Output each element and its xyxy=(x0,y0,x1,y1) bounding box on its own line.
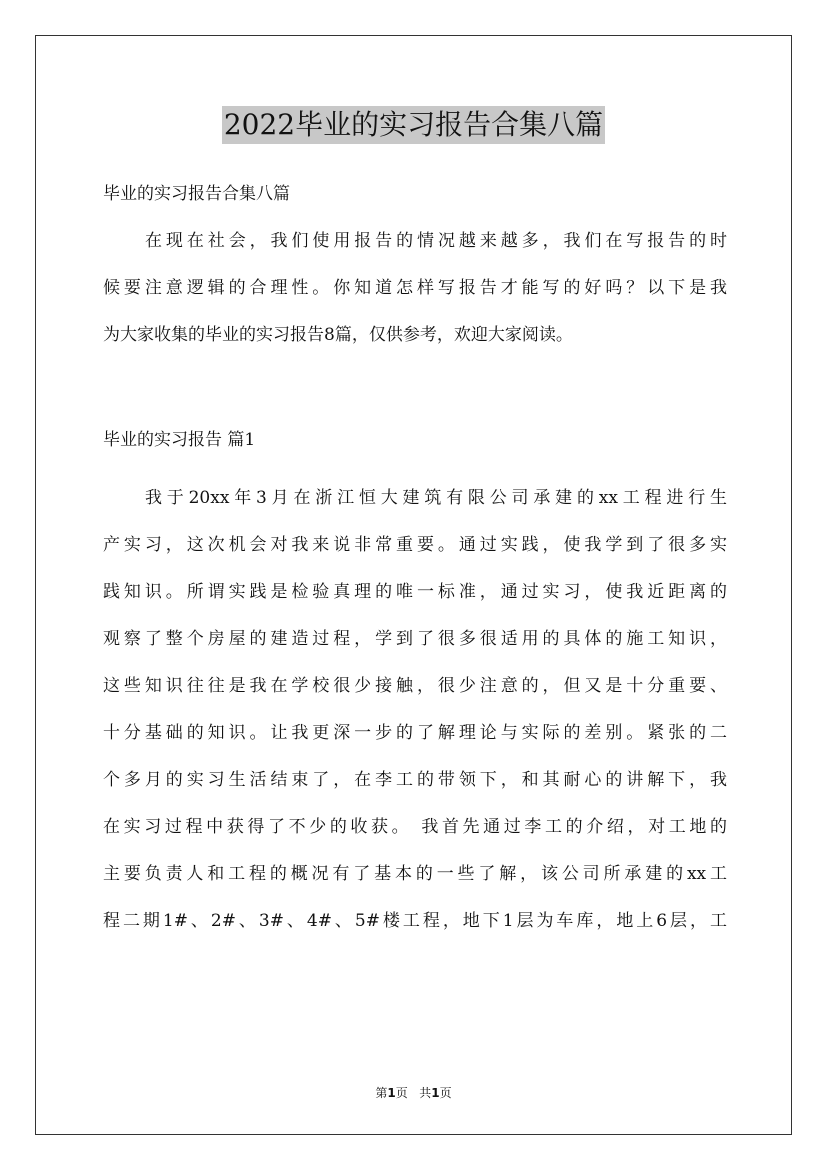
footer-page-mid: 页 共 xyxy=(395,1086,432,1100)
section-heading: 毕业的实习报告 篇1 xyxy=(103,430,256,450)
document-title-text: 2022毕业的实习报告合集八篇 xyxy=(222,106,605,144)
intro-line: 在现在社会，我们使用报告的情况越来越多，我们在写报告的时 xyxy=(145,231,727,251)
footer-page-prefix: 第 xyxy=(375,1086,388,1100)
document-body xyxy=(103,176,727,940)
page-footer xyxy=(0,1084,827,1101)
body-line: 在实习过程中获得了不少的收获。 我首先通过李工的介绍，对工地的 xyxy=(103,817,727,837)
body-line: 主要负责人和工程的概况有了基本的一些了解，该公司所承建的xx工 xyxy=(103,864,727,884)
intro-line: 候要注意逻辑的合理性。你知道怎样写报告才能写的好吗？以下是我 xyxy=(103,278,727,298)
body-line: 践知识。所谓实践是检验真理的唯一标准，通过实习，使我近距离的 xyxy=(103,582,727,602)
body-line: 我于20xx年3月在浙江恒大建筑有限公司承建的xx工程进行生 xyxy=(145,488,727,508)
document-title xyxy=(0,104,827,144)
footer-page-current: 1 xyxy=(387,1086,396,1100)
footer-page-suffix: 页 xyxy=(439,1086,452,1100)
document-subtitle: 毕业的实习报告合集八篇 xyxy=(103,184,290,204)
body-line: 个多月的实习生活结束了，在李工的带领下，和其耐心的讲解下，我 xyxy=(103,770,727,790)
body-line: 观察了整个房屋的建造过程，学到了很多很适用的具体的施工知识， xyxy=(103,629,727,649)
body-line: 十分基础的知识。让我更深一步的了解理论与实际的差别。紧张的二 xyxy=(103,723,727,743)
body-line: 程二期1#、2#、3#、4#、5#楼工程，地下1层为车库，地上6层，工 xyxy=(103,911,727,931)
intro-line: 为大家收集的毕业的实习报告8篇，仅供参考，欢迎大家阅读。 xyxy=(103,325,573,345)
body-line: 产实习，这次机会对我来说非常重要。通过实践，使我学到了很多实 xyxy=(103,535,727,555)
body-line: 这些知识往往是我在学校很少接触，很少注意的，但又是十分重要、 xyxy=(103,676,727,696)
footer-page-total: 1 xyxy=(431,1086,440,1100)
